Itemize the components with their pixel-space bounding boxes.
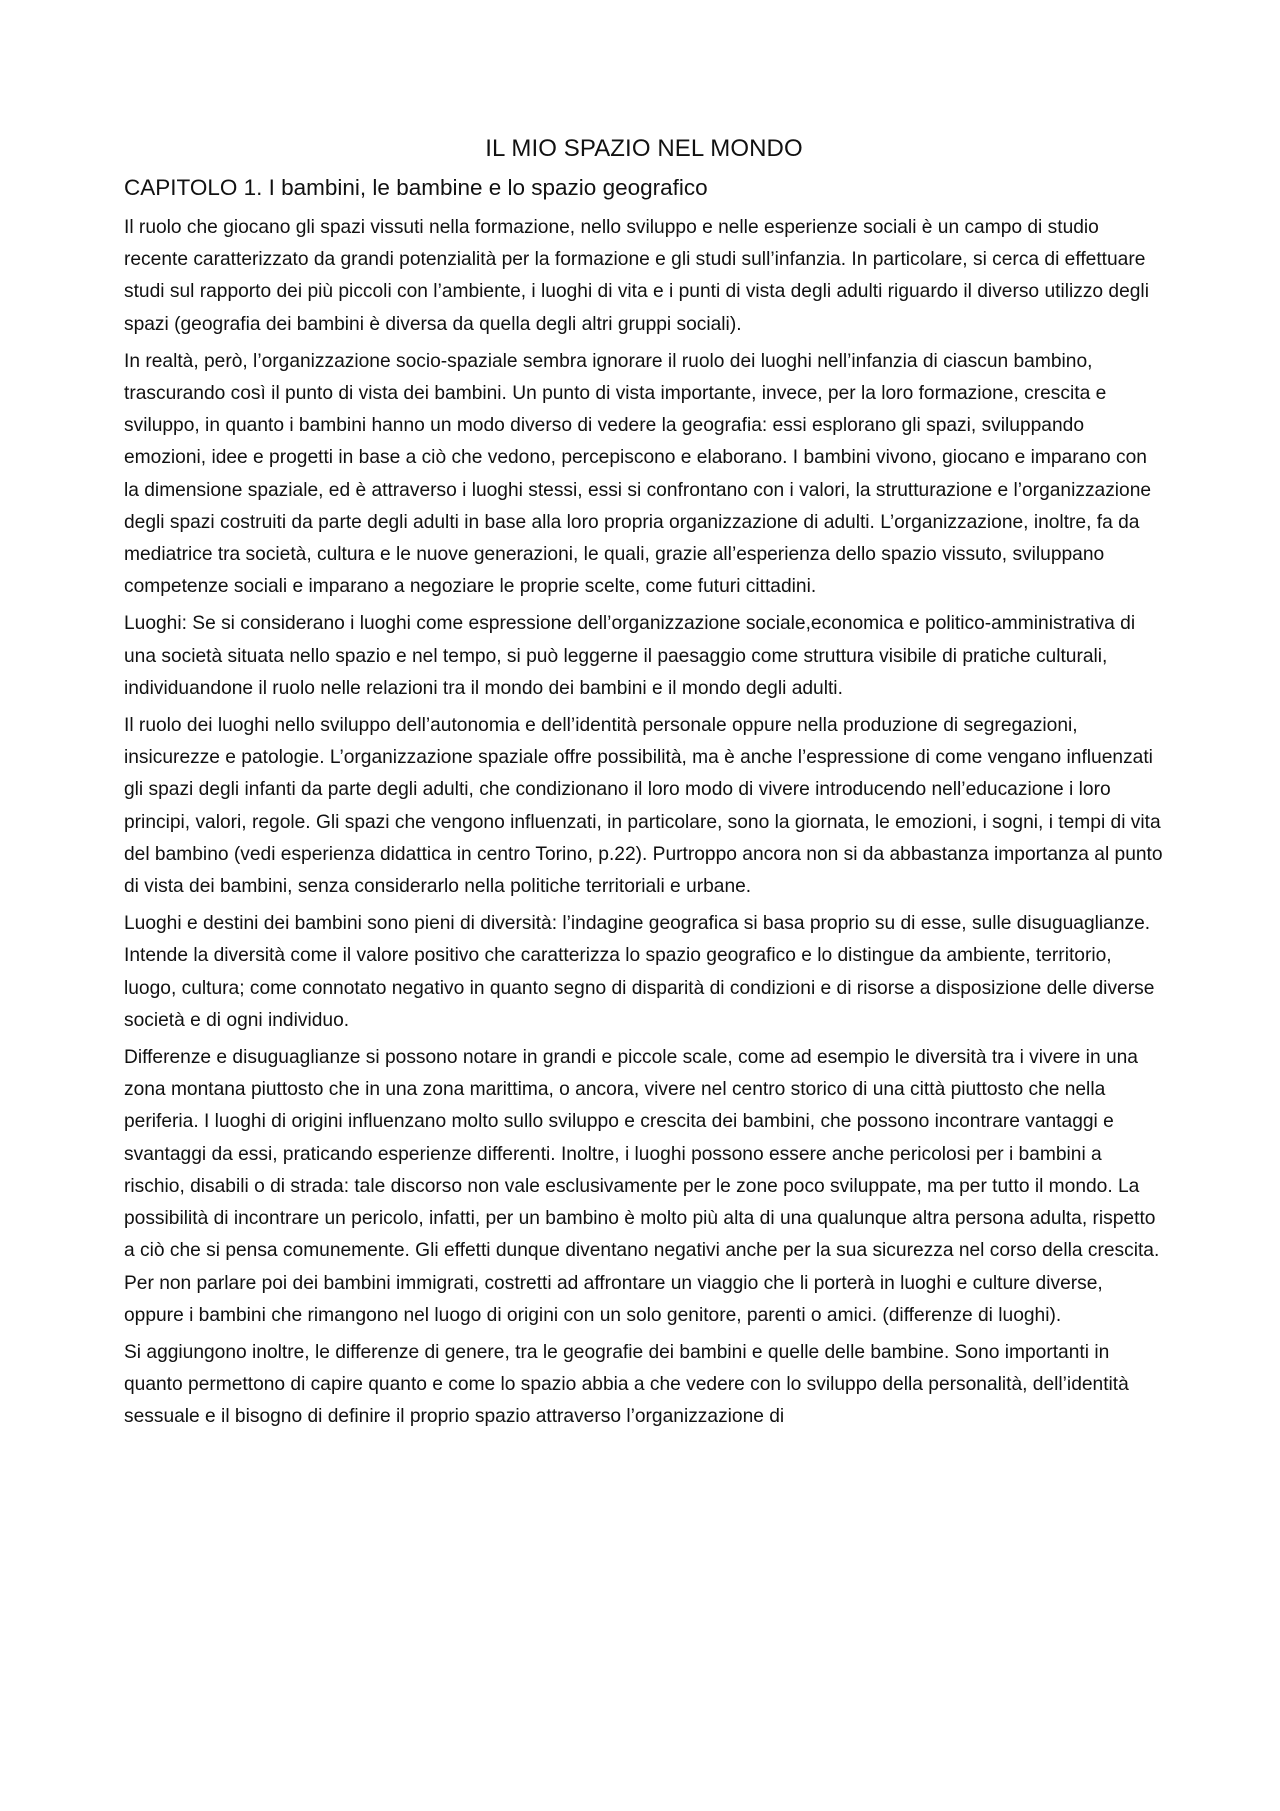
chapter-heading: CAPITOLO 1. I bambini, le bambine e lo spazio geografico xyxy=(124,175,708,200)
paragraph-3: Luoghi: Se si considerano i luoghi come espressione dell’organizzazione sociale,economica e politico-amministrativa di una società situata nello spazio e nel tempo, si può leggerne il paesaggio come struttura visibile di pratiche culturali, individuandone il ruolo nelle relazioni tra il mondo dei bambini e il mondo degli adulti. xyxy=(124,613,1136,699)
document-title: IL MIO SPAZIO NEL MONDO xyxy=(485,135,803,162)
paragraph-6: Differenze e disuguaglianze si possono notare in grandi e piccole scale, come ad esempio le diversità tra i vivere in una zona montana piuttosto che in una zona marittima, o ancora, vivere nel centro storico di una città piuttosto che nella periferia. I luoghi di origini influenzano molto sullo sviluppo e crescita dei bambini, che possono incontrare vantaggi e svantaggi da essi, praticando esperienze differenti. Inoltre, i luoghi possono essere anche pericolosi per i bambini a rischio, disabili o di strada: tale discorso non vale esclusivamente per le zone poco sviluppate, ma per tutto il mondo. La possibilità di incontrare un pericolo, infatti, per un bambino è molto più alta di una qualunque altra persona adulta, rispetto a ciò che si pensa comunemente. Gli effetti dunque diventano negativi anche per la sua sicurezza nel corso della crescita. Per non parlare poi dei bambini immigrati, costretti ad affrontare un viaggio che li porterà in luoghi e culture diverse, oppure i bambini che rimangono nel luogo di origini con un solo genitore, parenti o amici. (differenze di luoghi). xyxy=(124,1047,1160,1326)
paragraph-7: Si aggiungono inoltre, le differenze di genere, tra le geografie dei bambini e quelle delle bambine. Sono importanti in quanto permettono di capire quanto e come lo spazio abbia a che vedere con lo sviluppo della personalità, dell’identità sessuale e il bisogno di definire il proprio spazio attraverso l’organizzazione di xyxy=(124,1341,1129,1428)
document-page xyxy=(124,132,1164,1439)
paragraph-5: Luoghi e destini dei bambini sono pieni di diversità: l’indagine geografica si basa proprio su di esse, sulle disuguaglianze. Intende la diversità come il valore positivo che caratterizza lo spazio geografico e lo distingue da ambiente, territorio, luogo, cultura; come connotato negativo in quanto segno di disparità di condizioni e di risorse a disposizione delle diverse società e di ogni individuo. xyxy=(124,913,1155,1031)
paragraph-4: Il ruolo dei luoghi nello sviluppo dell’autonomia e dell’identità personale oppure nella produzione di segregazioni, insicurezze e patologie. L’organizzazione spaziale offre possibilità, ma è anche l’espressione di come vengano influenzati gli spazi degli infanti da parte degli adulti, che condizionano il loro modo di vivere introducendo nell’educazione i loro principi, valori, regole. Gli spazi che vengono influenzati, in particolare, sono la giornata, le emozioni, i sogni, i tempi di vita del bambino (vedi esperienza didattica in centro Torino, p.22). Purtroppo ancora non si da abbastanza importanza al punto di vista dei bambini, senza considerarlo nella politiche territoriali e urbane. xyxy=(124,715,1163,898)
paragraph-1: Il ruolo che giocano gli spazi vissuti nella formazione, nello sviluppo e nelle esperienze sociali è un campo di studio recente caratterizzato da grandi potenzialità per la formazione e gli studi sull’infanzia. In particolare, si cerca di effettuare studi sul rapporto dei più piccoli con l’ambiente, i luoghi di vita e i punti di vista degli adulti riguardo il diverso utilizzo degli spazi (geografia dei bambini è diversa da quella degli altri gruppi sociali). xyxy=(124,217,1149,335)
paragraph-2: In realtà, però, l’organizzazione socio-spaziale sembra ignorare il ruolo dei luoghi nell’infanzia di ciascun bambino, trascurando così il punto di vista dei bambini. Un punto di vista importante, invece, per la loro formazione, crescita e sviluppo, in quanto i bambini hanno un modo diverso di vedere la geografia: essi esplorano gli spazi, sviluppando emozioni, idee e progetti in base a ciò che vedono, percepiscono e elaborano. I bambini vivono, giocano e imparano con la dimensione spaziale, ed è attraverso i luoghi stessi, essi si confrontano con i valori, la strutturazione e l’organizzazione degli spazi costruiti da parte degli adulti in base alla loro propria organizzazione di adulti. L’organizzazione, inoltre, fa da mediatrice tra società, cultura e le nuove generazioni, le quali, grazie all’esperienza dello spazio vissuto, sviluppano competenze sociali e imparano a negoziare le proprie scelte, come futuri cittadini. xyxy=(124,350,1152,598)
